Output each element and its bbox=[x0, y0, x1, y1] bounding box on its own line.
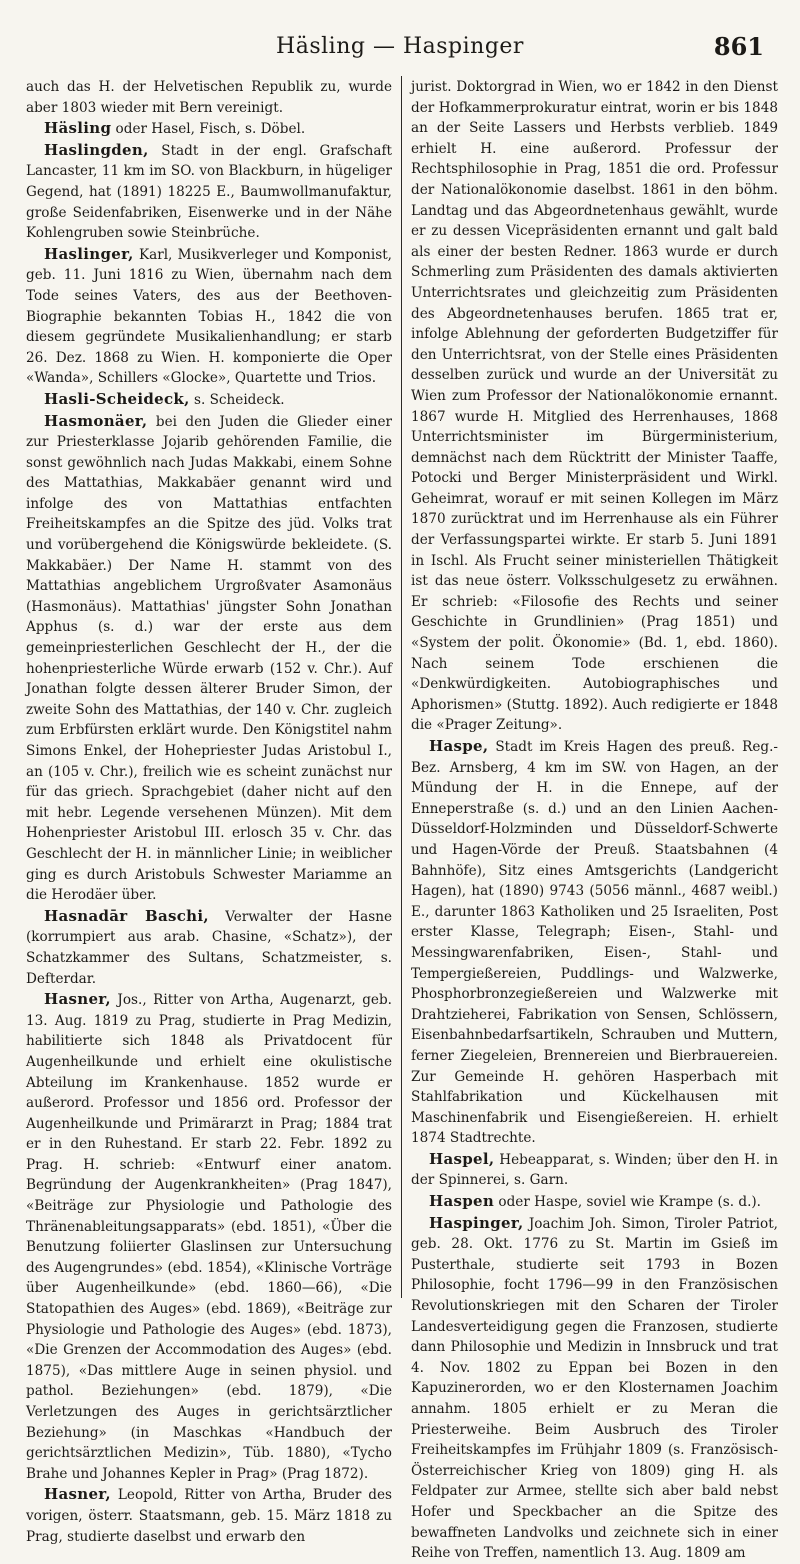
entry-headword: Haslinger, bbox=[44, 244, 134, 263]
entry-text: Stadt in der engl. Grafschaft Lancaster, 11 km im SO. von Blackburn, in hügeliger Gegend, hat (1891) 18225 E., Baumwollmanufaktur, große Seidenfabriken, Eisenwerke und in der Nähe Kohlengruben sowie Steinbrüche. bbox=[26, 142, 392, 242]
entry bbox=[26, 118, 392, 140]
entry-text: jurist. Doktorgrad in Wien, wo er 1842 in den Dienst der Hofkammerprokuratur eintrat, worin er bis 1848 an der Seite Lassers und Herbsts verblieb. 1849 erhielt H. eine außerord. Professur der Rechtsphilosophie in Prag, 1851 die ord. Professur der Nationalökonomie daselbst. 1861 in den böhm. Landtag und das Abgeordnetenhaus gewählt, wurde er zu dessen Vicepräsidenten ernannt und galt bald als einer der besten Redner. 1863 wurde er durch Schmerling zum Präsidenten des damals aktivierten Unterrichtsrates und gleichzeitig zum Präsidenten des Abgeordnetenhauses berufen. 1865 trat er, infolge Ablehnung der geforderten Budgetziffer für den Unterrichtsrat, von der Stelle eines Präsidenten desselben zurück und wurde an der Universität zu Wien zum Professor der Nationalökonomie ernannt. 1867 wurde H. Mitglied des Herrenhauses, 1868 Unterrichtsminister im Bürgerministerium, demnächst nach dem Rücktritt der Minister Taaffe, Potocki und Berger Ministerpräsident und Wirkl. Geheimrat, worauf er mit seinen Kollegen im März 1870 zurücktrat und im Herrenhause als ein Führer der Verfassungspartei wirkte. Er starb 5. Juni 1891 in Ischl. Als Frucht seiner ministeriellen Thätigkeit ist das neue österr. Volksschulgesetz zu erwähnen. Er schrieb: «Filosofie des Rechts und seiner Geschichte in Grundlinien» (Prag 1851) und «System der polit. Ökonomie» (Bd. 1, ebd. 1860). Nach seinem Tode erschienen die «Denkwürdigkeiten. Autobiographisches und Aphorismen» (Stuttg. 1892). Auch redigierte er 1848 die «Prager Zeitung». bbox=[411, 79, 778, 734]
right-column bbox=[402, 76, 778, 1562]
entry-headword: Haspe, bbox=[429, 737, 489, 755]
entry bbox=[411, 1213, 778, 1564]
entry-text: Stadt im Kreis Hagen des preuß. Reg.-Bez. Arnsberg, 4 km im SW. von Hagen, an der Mündung der H. in die Ennepe, auf der Enneperstraße (s. d.) und an den Linien Aachen-Düsseldorf-Holzminden und Düsseldorf-Schwerte und Hagen-Vörde der Preuß. Staatsbahnen (4 Bahnhöfe), Sitz eines Amtsgerichts (Landgericht Hagen), hat (1890) 9743 (5056 männl., 4687 weibl.) E., darunter 1863 Katholiken und 25 Israeliten, Post erster Klasse, Telegraph; Eisen-, Stahl- und Messingwarenfabriken, Eisen-, Stahl- und Tempergießereien, Puddlings- und Walzwerke, Phosphorbronzegießereien und Walzwerke mit Drahtzieherei, Fabrikation von Sensen, Schlössern, Eisenbahnbedarfsartikeln, Schrauben und Muttern, ferner Ziegeleien, Brennereien und Bierbrauereien. Zur Gemeinde H. gehören Hasperbach mit Stahlfabrikation und Kückelhausen mit Maschinenfabrik und Eisengießereien. H. erhielt 1874 Stadtrechte. bbox=[411, 739, 778, 1147]
entry-headword: Haspel, bbox=[429, 1149, 495, 1168]
entry-continuation bbox=[411, 76, 778, 736]
entry-text: Joachim Joh. Simon, Tiroler Patriot, geb. 28. Okt. 1776 zu St. Martin im Gsieß im Pusterthale, studierte seit 1793 in Bozen Philosophie, focht 1796—99 in den Französischen Revolutionskriegen mit den Scharen der Tiroler Landesverteidigung gegen die Franzosen, studierte dann Philosophie und Medizin in Innsbruck und trat 4. Nov. 1802 zu Eppan bei Bozen in den Kapuzinerorden, wo er den Klosternamen Joachim annahm. 1805 erhielt er zu Meran die Priesterweihe. Beim Ausbruch des Tiroler Freiheitskampfes im Frühjahr 1809 (s. Französisch-Österreichischer Krieg von 1809) ging H. als Feldpater zur Armee, stellte sich aber bald nebst Hofer und Speckbacher an die Spitze des bewaffneten Landvolks und zeichnete sich in einer Reihe von Treffen, namentlich 13. Aug. 1809 am bbox=[411, 1215, 778, 1562]
entry-text: s. Scheideck. bbox=[189, 391, 285, 408]
entry bbox=[26, 906, 392, 989]
text-columns bbox=[26, 76, 778, 1562]
entry-headword: Hasner, bbox=[44, 1485, 111, 1504]
entry bbox=[26, 244, 392, 389]
running-head: Häsling — Haspinger bbox=[276, 34, 524, 59]
entry bbox=[26, 411, 392, 906]
entry-text: Leopold, Ritter von Artha, Bruder des vorigen, österr. Staatsmann, geb. 15. März 1818 zu Prag, studierte daselbst und erwarb den bbox=[26, 1487, 392, 1545]
entry-text: oder Hasel, Fisch, s. Döbel. bbox=[111, 121, 306, 138]
page-number: 861 bbox=[713, 32, 764, 61]
entry bbox=[411, 736, 778, 1149]
entry-text: Karl, Musikverleger und Komponist, geb. 11. Juni 1816 zu Wien, übernahm nach dem Tode seines Vaters, des aus der Beethoven-Biographie bekannten Tobias H., 1842 die von diesem gegründete Musikalienhandlung; er starb 26. Dez. 1868 zu Wien. H. komponierte die Oper «Wanda», Schillers «Glocke», Quartette und Trios. bbox=[26, 246, 392, 387]
entry-text: bei den Juden die Glieder einer zur Priesterklasse Jojarib gehörenden Familie, die sonst gewöhnlich nach Judas Makkabi, einem Sohne des Mattathias, Makkabäer genannt wird und infolge des von Mattathias entfachten Freiheitskampfes an die Spitze des jüd. Volks trat und vorübergehend die Königswürde bekleidete. (S. Makkabäer.) Der Name H. stammt von des Mattathias angeblichem Urgroßvater Asamonäus (Hasmonäus). Mattathias' jüngster Sohn Jonathan Apphus (s. d.) war der erste aus dem gemeinpriesterlichen Geschlecht der H., der die hohenpriesterliche Würde erwarb (152 v. Chr.). Auf Jonathan folgte dessen älterer Bruder Simon, der zweite Sohn des Mattathias, der 140 v. Chr. zugleich zum Erbfürsten erklärt wurde. Den Königstitel nahm Simons Enkel, der Hohepriester Judas Aristobul I., an (105 v. Chr.), freilich wie es scheint zunächst nur für das griech. Sprachgebiet (daher nicht auf den mit hebr. Legende versehenen Münzen). Mit dem Hohenpriester Aristobul III. erlosch 35 v. Chr. das Geschlecht der H. in männlicher Linie; in weiblicher ging es durch Aristobuls Schwester Mariamme an die Herodäer über. bbox=[26, 413, 392, 904]
entry bbox=[26, 1484, 392, 1547]
entry bbox=[411, 1149, 778, 1191]
entry-headword: Hasmonäer, bbox=[44, 411, 148, 430]
entry-text: oder Haspe, soviel wie Krampe (s. d.). bbox=[494, 1194, 762, 1211]
entry-text: Verwalter der Hasne (korrumpiert aus arab. Chasine, «Schatz»), der Schatzkammer des Sultans, Schatzmeister, s. Defterdar. bbox=[26, 908, 392, 987]
entry bbox=[26, 389, 392, 411]
entry-headword: Häsling bbox=[44, 119, 112, 138]
entry bbox=[26, 140, 392, 244]
entry-headword: Hasnadār Baschi, bbox=[44, 906, 209, 925]
entry bbox=[411, 1191, 778, 1213]
entry-continuation bbox=[26, 76, 392, 118]
entry-text: Jos., Ritter von Artha, Augenarzt, geb. 13. Aug. 1819 zu Prag, studierte in Prag Medizin, habilitierte sich 1848 als Privatdocent für Augenheilkunde und erhielt eine okulistische Abteilung im Krankenhause. 1852 wurde er außerord. Professor und 1856 ord. Professor der Augenheilkunde und Primärarzt in Prag; 1884 trat er in den Ruhestand. Er starb 22. Febr. 1892 zu Prag. H. schrieb: «Entwurf einer anatom. Begründung der Augenkrankheiten» (Prag 1847), «Beiträge zur Physiologie und Pathologie des Thränenableitungsapparats» (ebd. 1851), «Über die Benutzung foliierter Glaslinsen zur Untersuchung des Augengrundes» (ebd. 1854), «Klinische Vorträge über Augenheilkunde» (ebd. 1860—66), «Die Statopathien des Auges» (ebd. 1869), «Beiträge zur Physiologie und Pathologie des Auges» (ebd. 1873), «Die Grenzen der Accommodation des Auges» (ebd. 1875), «Das mittlere Auge in seinen physiol. und pathol. Beziehungen» (ebd. 1879), «Die Verletzungen des Auges in gerichtsärztlicher Beziehung» (in Maschkas «Handbuch der gerichtsärztlichen Medizin», Tüb. 1880), «Tycho Brahe und Johannes Kepler in Prag» (Prag 1872). bbox=[26, 992, 392, 1482]
entry-headword: Hasli-Scheideck, bbox=[44, 389, 190, 408]
page-header bbox=[0, 0, 800, 64]
entry-headword: Haspen bbox=[429, 1192, 495, 1211]
left-column bbox=[26, 76, 402, 1545]
entry-headword: Hasner, bbox=[44, 990, 111, 1009]
entry-text: Hebeapparat, s. Winden; über den H. in der Spinnerei, s. Garn. bbox=[411, 1151, 778, 1189]
entry-headword: Haslingden, bbox=[44, 140, 149, 159]
entry-text: auch das H. der Helvetischen Republik zu, wurde aber 1803 wieder mit Bern vereinigt. bbox=[26, 79, 392, 116]
entry-headword: Haspinger, bbox=[429, 1213, 524, 1232]
entry bbox=[26, 989, 392, 1484]
